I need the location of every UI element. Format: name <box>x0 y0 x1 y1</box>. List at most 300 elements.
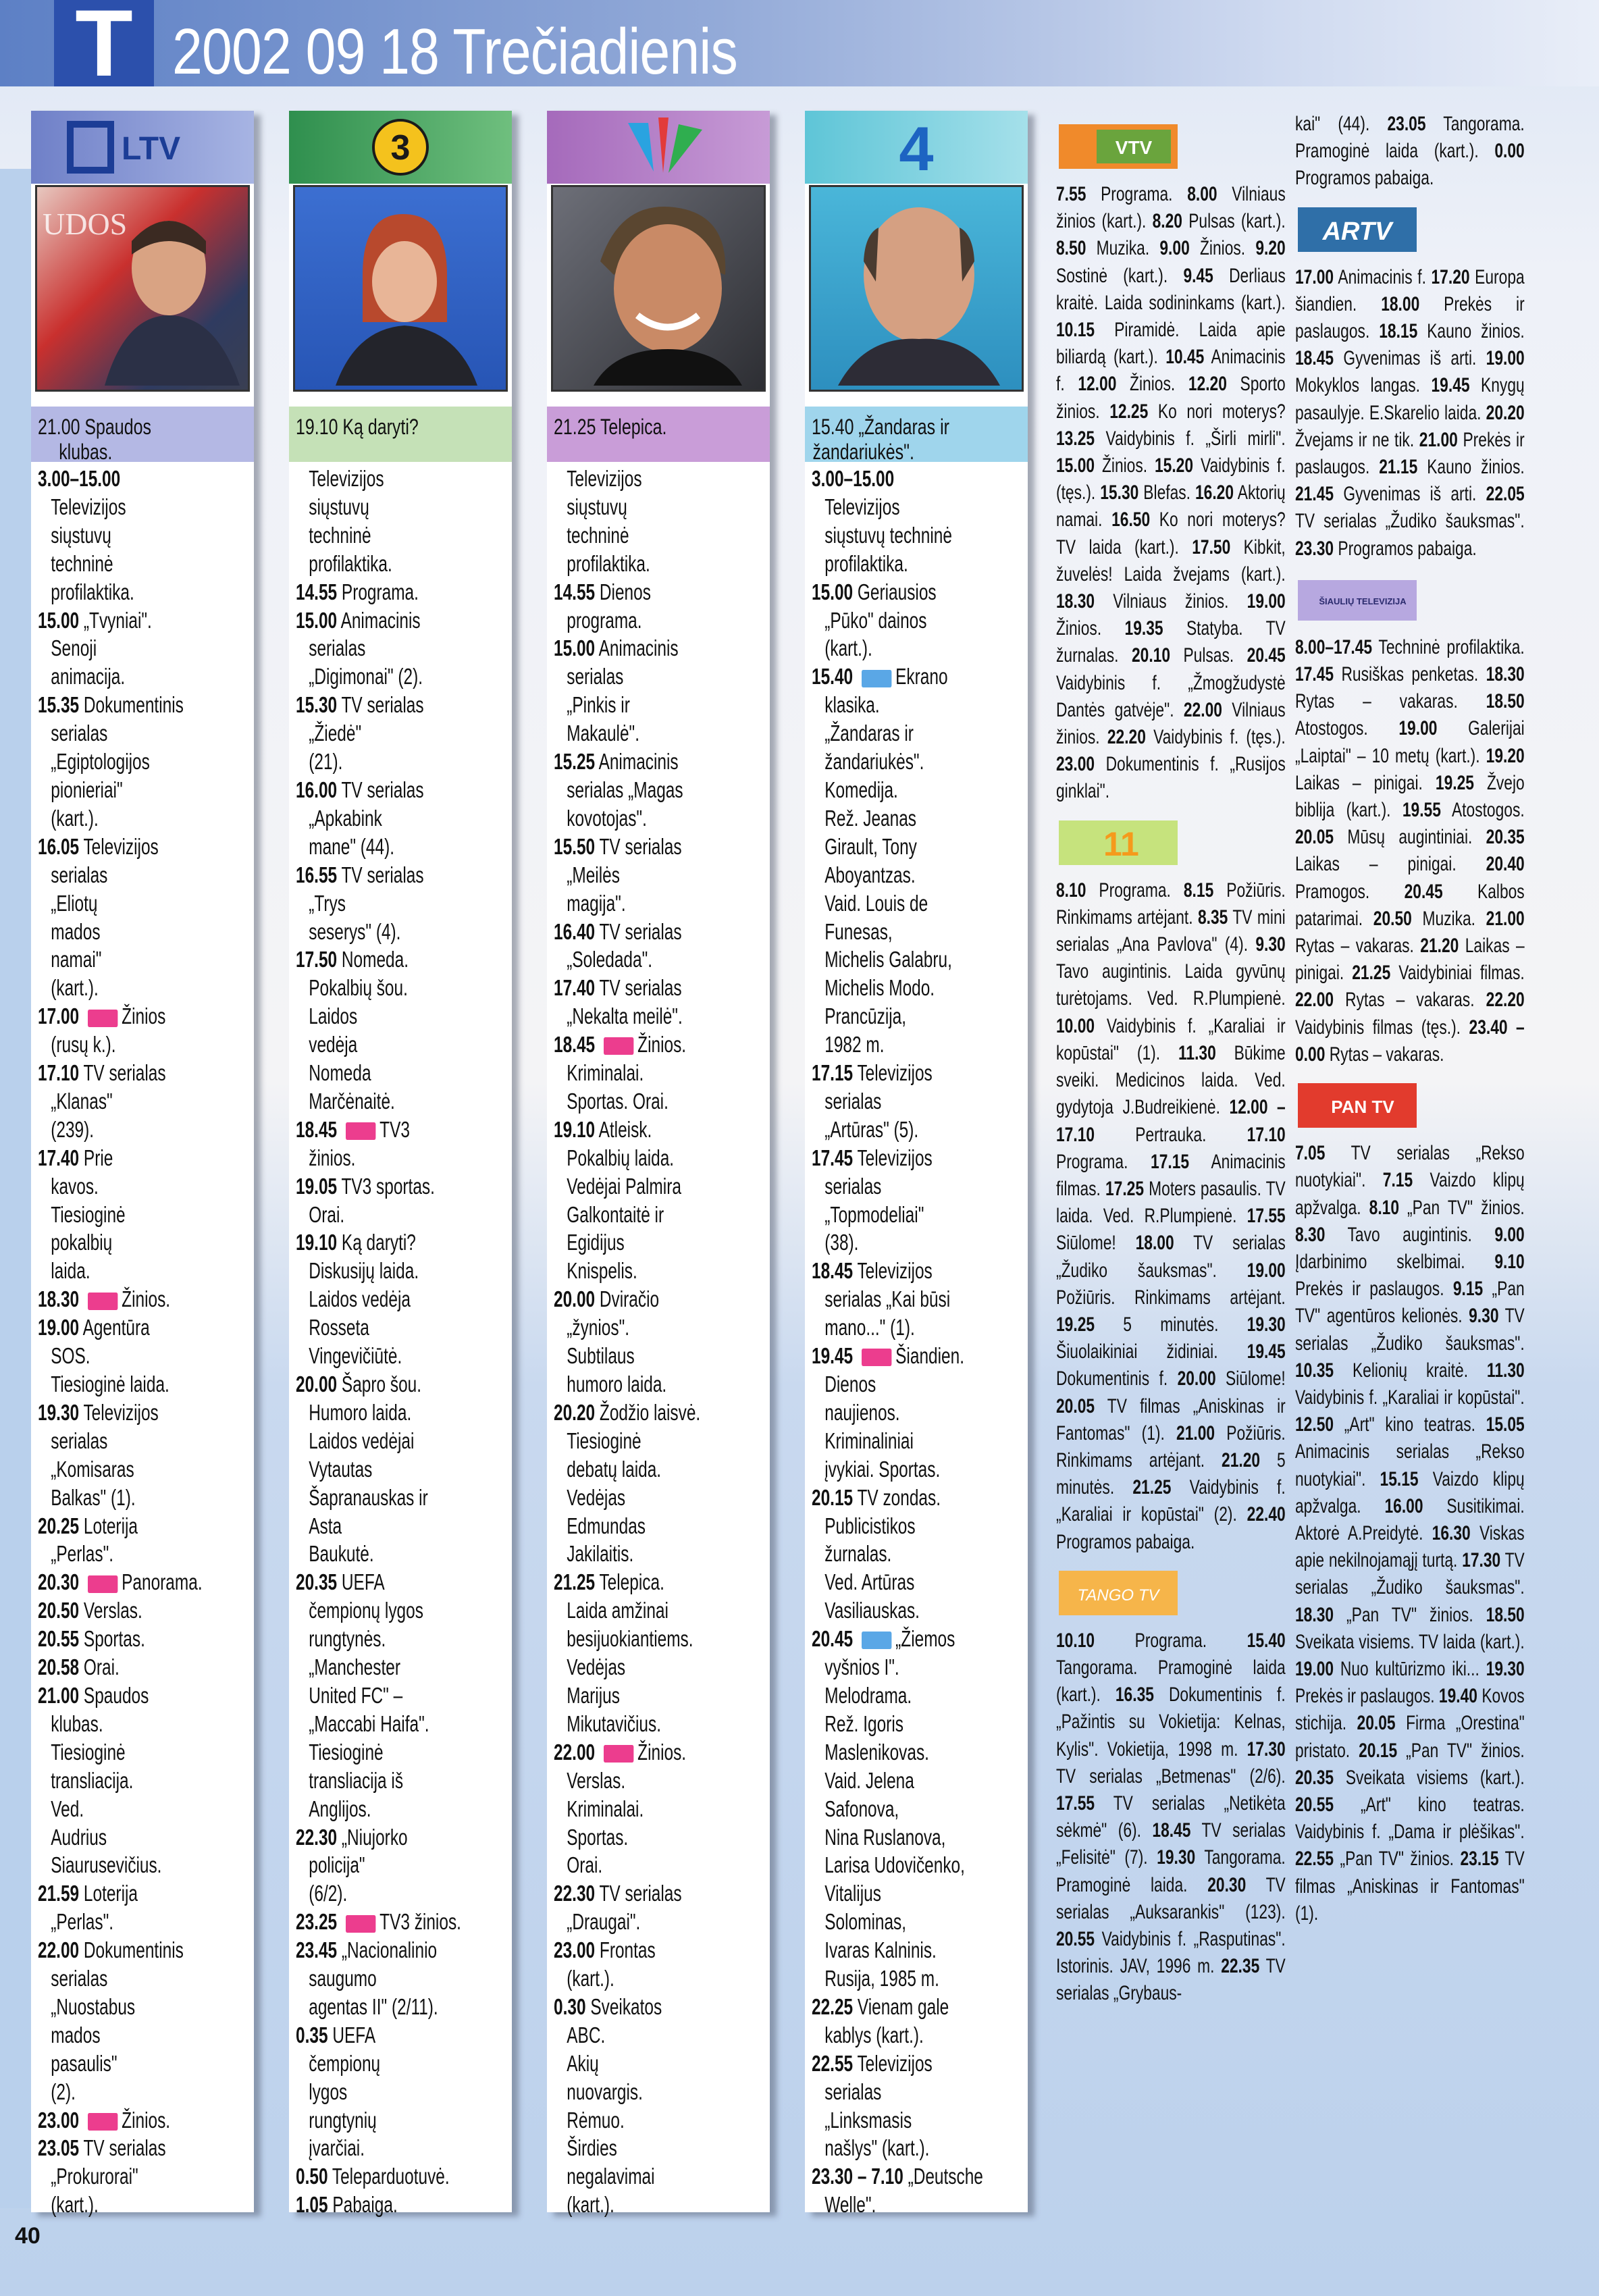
tv4-photo-icon <box>811 187 1024 386</box>
ltv-photo-icon <box>37 187 250 386</box>
program-time: 19.30 <box>1157 1846 1196 1869</box>
program-detail-line: techninė <box>309 522 371 548</box>
program-time: 20.35 <box>296 1569 338 1595</box>
lnk-listing <box>554 465 770 2219</box>
program-title: TV serialas „Felisitė" (7). <box>1056 1819 1286 1869</box>
program-title: „Pan TV" žinios. <box>1407 1196 1525 1219</box>
program-time: 18.30 <box>1295 1603 1334 1626</box>
section-letter: T <box>54 0 154 86</box>
program-title: Požiūris. Rinkimams artėjant. <box>1056 1286 1286 1309</box>
program-title: Verslas. <box>83 1598 142 1623</box>
program-time: 0.00 <box>1494 140 1525 163</box>
program-detail-line: Rež. Igoris <box>824 1711 903 1736</box>
program-entry <box>38 1936 254 2106</box>
program-title: Programa. <box>1101 183 1173 205</box>
siauliu-logo <box>1295 573 1423 627</box>
program-title: TV serialas <box>83 1060 166 1086</box>
program-time: 22.00 <box>1183 698 1222 721</box>
program-entry <box>554 1116 770 1285</box>
program-title: Vaidybinis f. „Karaliai ir kopūstai" (2). <box>1056 1476 1286 1526</box>
program-entry <box>296 1936 512 2021</box>
program-time: 17.10 <box>38 1060 80 1086</box>
zinios-badge-icon <box>604 1037 633 1055</box>
program-entry <box>812 2162 1028 2219</box>
program-title: Žinios. <box>122 1286 171 1312</box>
program-time: 17.20 <box>1431 265 1470 288</box>
program-detail-line: agentas II" (2/11). <box>309 1993 438 2019</box>
program-title: Viskas apie nekilnojamąjį turtą. <box>1295 1521 1525 1572</box>
program-title: Pulsas (kart.). <box>1188 210 1286 233</box>
program-detail-line: Akių <box>567 2050 599 2076</box>
program-entry <box>554 918 770 974</box>
program-entry <box>554 974 770 1030</box>
program-detail-line: Mikutavičius. <box>567 1711 662 1736</box>
program-time: 23.00 <box>554 1937 596 1963</box>
program-detail-line: „Egiptologijos <box>51 749 150 775</box>
program-entry <box>812 1993 1028 2050</box>
program-time: 20.20 <box>1486 401 1525 424</box>
program-detail-line: profilaktika. <box>51 579 134 604</box>
program-detail-line: žandariukės". <box>824 749 924 775</box>
program-title: Panorama. <box>122 1569 203 1595</box>
program-title: Rytas – vakaras. <box>1295 690 1458 713</box>
ltv-teaser <box>31 407 254 462</box>
svg-text:ŠIAULIŲ TELEVIZIJA: ŠIAULIŲ TELEVIZIJA <box>1319 596 1407 606</box>
program-time: 15.20 <box>1154 454 1194 477</box>
lnk-logo-icon <box>547 111 770 184</box>
program-time: 17.45 <box>812 1145 854 1170</box>
program-entry <box>38 1313 254 1399</box>
program-time: 8.30 <box>1295 1223 1326 1246</box>
program-time: 16.40 <box>554 918 596 944</box>
program-time: 9.15 <box>1452 1278 1484 1301</box>
program-time: 18.45 <box>1295 347 1334 370</box>
program-detail-line: Senoji <box>51 635 97 661</box>
program-detail-line: „Apkabink <box>309 805 382 831</box>
program-time: 22.00 <box>1295 989 1334 1012</box>
program-time: 9.10 <box>1494 1250 1525 1273</box>
program-title: Prie <box>83 1145 113 1170</box>
program-title: Orai. <box>83 1654 120 1680</box>
program-detail-line: mane" (44). <box>309 833 394 859</box>
program-time: 21.20 <box>1420 935 1459 958</box>
program-detail-line: Funesas, <box>824 918 893 944</box>
program-entry <box>812 1257 1028 1342</box>
program-entry <box>296 945 512 1115</box>
program-title: 5 minutės. <box>1123 1313 1219 1336</box>
program-title: Sostinė (kart.). <box>1056 264 1168 287</box>
program-title: Siūlome! <box>1226 1367 1286 1390</box>
program-title: Prekės ir paslaugos. <box>1295 1278 1444 1301</box>
program-detail-line: „Artūras" (5). <box>824 1116 919 1142</box>
program-time: 8.10 <box>1369 1196 1400 1219</box>
svg-text:ARTV: ARTV <box>1322 217 1392 246</box>
program-title: Dienos <box>599 579 651 604</box>
program-entry <box>812 1059 1028 1144</box>
program-title: Prekės ir paslaugos. <box>1295 428 1525 479</box>
program-title: Dokumentinis <box>83 1937 184 1963</box>
program-title: TV serialas <box>341 692 424 718</box>
program-title: Tavo augintinis. <box>1347 1223 1472 1246</box>
program-title: Rusiškas penketas. <box>1341 663 1479 686</box>
program-detail-line: Edmundas <box>567 1513 646 1538</box>
program-detail-line: siųstuvų techninė <box>824 522 952 548</box>
program-title: Pertrauka. <box>1135 1123 1207 1146</box>
program-title: Geriausios <box>857 579 937 604</box>
program-time: 23.00 <box>38 2107 80 2133</box>
program-time: 19.20 <box>1486 744 1525 767</box>
program-time: 21.25 <box>1132 1476 1172 1499</box>
program-time: 18.45 <box>554 1032 596 1058</box>
program-time: 20.30 <box>1207 1873 1247 1896</box>
program-time: 10.45 <box>1165 346 1205 369</box>
program-time: 18.00 <box>1135 1232 1174 1255</box>
program-time: 19.00 <box>1398 717 1438 740</box>
program-detail-line: Safonova, <box>824 1796 899 1821</box>
program-detail-line: rungtynių <box>309 2107 377 2133</box>
program-title: Europa šiandien. <box>1295 265 1525 315</box>
program-detail-line: Knispelis. <box>567 1258 637 1284</box>
regional-channels <box>1045 111 1525 2296</box>
program-detail-line: „Trys <box>309 890 346 916</box>
program-time: 17.25 <box>1105 1177 1145 1200</box>
program-title: Programos pabaiga. <box>1056 1530 1195 1553</box>
program-title: Dokumentinis <box>83 692 184 718</box>
regional-column-left <box>1056 111 1286 2008</box>
program-title: Žinios. <box>1199 237 1246 260</box>
program-title: Rytas – vakaras. <box>1295 935 1414 958</box>
program-title: Laikas – pinigai. <box>1295 771 1423 794</box>
tv3-host-photo <box>293 185 508 392</box>
program-title: Žinios. <box>1101 454 1148 477</box>
program-title: Mokyklos langas. <box>1295 374 1421 397</box>
program-title: „Pan TV" žinios. <box>1340 1848 1454 1871</box>
program-title: Vaidybinis f. „Rasputinas". Istorinis. JAV, 1996 m. <box>1056 1927 1286 1978</box>
program-detail-line: Sportas. <box>567 1824 629 1850</box>
program-detail-line: „Prokurorai" <box>51 2164 138 2189</box>
svg-text:UDOS: UDOS <box>43 207 128 241</box>
program-title: Dokumentinis f. „Pažintis su Vokietija: Kelnas, Kylis". Vokietija, 1998 m. <box>1056 1684 1286 1760</box>
program-detail-line: Šapranauskas ir <box>309 1484 428 1510</box>
program-time: 18.30 <box>1056 590 1095 613</box>
program-title: Agentūra <box>82 1315 150 1340</box>
program-detail-line: programa. <box>567 607 642 633</box>
program-time: 21.00 <box>1419 428 1458 451</box>
program-time: 10.35 <box>1295 1359 1334 1382</box>
program-title: Vaizdo klipų apžvalga. <box>1295 1169 1525 1219</box>
program-detail-line: Orai. <box>567 1852 603 1878</box>
program-time: 8.20 <box>1152 210 1182 233</box>
program-detail-line: Širdies <box>567 2135 617 2161</box>
program-time: 19.00 <box>1247 1259 1286 1282</box>
program-title: Žodžio laisvė. <box>599 1399 701 1425</box>
program-time: 23.00 <box>1056 753 1095 776</box>
program-title: Pabaiga. <box>332 2192 398 2218</box>
program-title: Vaidybinis f. „Žmogžudystė Dantės gatvėje". <box>1056 671 1286 721</box>
program-title: Vaidybinis f. „Širli mirli". <box>1105 427 1286 450</box>
program-entry <box>296 1172 512 1229</box>
program-title: Vilniaus žinios. <box>1056 698 1286 749</box>
program-detail-line: (kart.). <box>51 975 99 1001</box>
program-detail-line: serialas <box>824 1173 882 1199</box>
program-time: 17.55 <box>1247 1205 1286 1228</box>
program-title: Spaudos <box>83 1682 149 1708</box>
program-title: TV3 sportas. <box>341 1173 435 1199</box>
program-time: 11.30 <box>1486 1359 1525 1382</box>
channel-column-ltv <box>31 111 254 2218</box>
program-title: Žvejams ir ne tik. <box>1295 428 1415 451</box>
program-detail-line: čempionų <box>309 2050 381 2076</box>
program-time: 19.00 <box>1486 347 1525 370</box>
program-title: Kovos stichija. <box>1295 1685 1525 1735</box>
program-detail-line: Michelis Galabru, <box>824 947 952 972</box>
program-detail-line: lygos <box>309 2079 348 2104</box>
tv11-schedule <box>1056 877 1286 1556</box>
program-detail-line: Televizijos <box>567 466 642 491</box>
program-entry <box>554 1879 770 1936</box>
program-entry <box>554 833 770 918</box>
program-title: Animacinis <box>340 607 421 633</box>
program-title: Vilniaus žinios. <box>1113 590 1229 613</box>
program-title: Rytas – vakaras. <box>1329 1043 1444 1066</box>
program-entry <box>296 691 512 776</box>
tv3-listing <box>296 465 512 2219</box>
program-title: „Pan TV" agentūros kelionės. <box>1295 1278 1525 1328</box>
program-title: Derliaus kraitė. Laida sodininkams (kart.). <box>1056 264 1286 314</box>
program-time: 19.30 <box>1247 1313 1286 1336</box>
tv4-host-photo <box>809 185 1024 392</box>
program-time: 21.45 <box>1295 483 1334 506</box>
tv4-teaser-line-1: 15.40 „Žandaras ir <box>812 415 949 439</box>
program-detail-line: „Topmodeliai" <box>824 1201 924 1227</box>
program-time: 0.50 <box>296 2164 328 2189</box>
program-title: „Tvyniai". <box>83 607 152 633</box>
program-title: „Pan TV" žinios. <box>1406 1739 1525 1762</box>
ltv-listing <box>38 465 254 2219</box>
program-time: 22.00 <box>38 1937 80 1963</box>
program-time: 19.25 <box>1435 771 1474 794</box>
program-time: 19.55 <box>1402 799 1441 822</box>
program-title: Siūlome! <box>1056 1232 1116 1255</box>
program-detail-line: Verslas. <box>567 1767 626 1793</box>
program-detail-line: „Perlas". <box>51 1541 114 1567</box>
program-title: Kibkit, žuvelės! Laida žvejams (kart.). <box>1056 536 1286 585</box>
program-detail-line: Balkas" (1). <box>51 1484 136 1510</box>
program-time: 23.45 <box>296 1937 338 1963</box>
vtv-logo <box>1056 120 1184 174</box>
program-title: TV serialas <box>599 918 682 944</box>
program-time: 22.55 <box>812 2050 854 2076</box>
pantv-schedule <box>1295 1140 1525 1927</box>
program-time: 18.45 <box>812 1258 854 1284</box>
program-time: 20.45 <box>812 1626 854 1652</box>
program-title: TV serialas „Auksarankis" (123). <box>1056 1873 1286 1923</box>
program-detail-line: Welle". <box>824 2192 876 2218</box>
program-detail-line: serialas „Kai būsi <box>824 1286 951 1312</box>
program-entry <box>812 465 1028 578</box>
program-title: „Art" kino teatras. <box>1344 1413 1475 1436</box>
program-entry <box>554 578 770 635</box>
program-title: TV serialas „Žudiko šauksmas". <box>1295 1549 1525 1599</box>
program-detail-line: debatų laida. <box>567 1456 662 1482</box>
program-time: 15.05 <box>1486 1413 1525 1436</box>
program-detail-line: Baukutė. <box>309 1541 374 1567</box>
program-detail-line: pokalbių <box>51 1230 113 1255</box>
program-title: Sporto žinios. <box>1056 373 1286 423</box>
program-detail-line: Michelis Modo. <box>824 975 935 1001</box>
program-time: 16.00 <box>296 777 338 802</box>
program-title: TV3 žinios. <box>379 1909 461 1935</box>
program-title: Nomeda. <box>341 947 409 972</box>
program-title: „Nacionalinio <box>341 1937 438 1963</box>
program-detail-line: namai" <box>51 947 102 972</box>
program-detail-line: (kart.). <box>51 805 99 831</box>
program-detail-line: žinios. <box>309 1145 356 1170</box>
program-detail-line: serialas „Magas <box>567 777 683 802</box>
tango-schedule-continued <box>1295 111 1525 192</box>
program-time: 20.00 <box>554 1286 596 1312</box>
program-detail-line: Ved. Artūras <box>824 1569 915 1595</box>
program-detail-line: Kriminaliniai <box>824 1428 914 1453</box>
program-title: Vaidybinis f. (tęs.). <box>1153 726 1286 749</box>
program-title: Kelionių kraitė. <box>1352 1359 1469 1382</box>
program-time: 12.25 <box>1109 400 1149 423</box>
program-detail-line: Sportas. Orai. <box>567 1088 669 1114</box>
program-title: Nuo kultūrizmo iki... <box>1340 1657 1479 1680</box>
program-time: 19.10 <box>554 1116 596 1142</box>
program-detail-line: (38). <box>824 1230 859 1255</box>
program-time: 10.10 <box>1056 1629 1095 1652</box>
program-detail-line: pionieriai" <box>51 777 123 802</box>
program-title: UEFA <box>341 1569 385 1595</box>
program-title: Laikas – pinigai. <box>1295 853 1457 876</box>
program-detail-line: Televizijos <box>824 494 900 519</box>
tango-logo-icon <box>1056 1567 1184 1621</box>
program-title: Blefas. <box>1143 481 1191 504</box>
program-detail-line: Vaid. Jelena <box>824 1767 914 1793</box>
program-title: Programa. <box>1056 1150 1128 1173</box>
svg-text:11: 11 <box>1103 825 1139 863</box>
program-detail-line: „Komisaras <box>51 1456 134 1482</box>
program-title: Tavo augintinis. Laida gyvūnų turėtojams. Ved. R.Plumpienė. <box>1056 960 1286 1010</box>
program-time: 16.30 <box>1432 1521 1471 1544</box>
program-time: 19.45 <box>812 1343 854 1369</box>
program-title: Sveikata visiems. TV laida (kart.). <box>1295 1630 1525 1653</box>
program-detail-line: laida. <box>51 1258 90 1284</box>
program-time: 19.05 <box>296 1173 338 1199</box>
program-title: TV serialas „Netikėta sėkmė" (6). <box>1056 1792 1286 1842</box>
program-detail-line: Galkontaitė ir <box>567 1201 664 1227</box>
program-detail-line: profilaktika. <box>824 550 908 576</box>
program-title: Prekės ir paslaugos. <box>1295 1685 1435 1708</box>
program-title: TV serialas „Betmenas" (2/6). <box>1056 1765 1286 1788</box>
program-time: 19.35 <box>1124 617 1163 640</box>
tv4-logo-text: 4 <box>899 115 934 184</box>
program-time: 20.15 <box>1359 1739 1398 1762</box>
program-time: 22.05 <box>1486 483 1525 506</box>
program-time: 20.45 <box>1247 644 1286 667</box>
program-title: Tangorama. Pramoginė laida. <box>1056 1846 1286 1896</box>
program-detail-line: profilaktika. <box>309 550 392 576</box>
program-title: Muzika. <box>1096 237 1150 260</box>
program-detail-line: negalavimai <box>567 2164 655 2189</box>
program-title: Žinios. <box>1130 373 1176 396</box>
program-entry <box>554 1568 770 1738</box>
program-detail-line: Prancūzija, <box>824 1003 907 1029</box>
program-time: 21.00 <box>1176 1421 1215 1444</box>
program-time: 10.15 <box>1056 319 1095 342</box>
program-time: 9.30 <box>1469 1305 1499 1328</box>
program-detail-line: Marijus <box>567 1682 620 1708</box>
program-detail-line: Laidos vedėja <box>309 1286 411 1312</box>
program-time: 16.20 <box>1195 481 1234 504</box>
program-time: 16.50 <box>1111 508 1151 531</box>
program-time: 15.15 <box>1380 1467 1419 1490</box>
program-time: 3.00–15.00 <box>38 466 121 491</box>
program-title: TV serialas „Žudiko šauksmas". <box>1295 510 1525 533</box>
program-detail-line: serialas <box>51 1428 108 1453</box>
program-detail-line: (kart.). <box>51 2192 99 2218</box>
program-title: TV mini serialas „Ana Pavlova" (4). <box>1056 906 1286 956</box>
program-time: 22.30 <box>296 1824 338 1850</box>
program-title: TV serialas <box>341 777 424 802</box>
program-entry <box>38 1653 254 1681</box>
program-detail-line: „Pūko" dainos <box>824 607 927 633</box>
zinios-badge-icon <box>88 1293 117 1310</box>
program-time: 10.00 <box>1056 1014 1095 1037</box>
ltv-logo-icon <box>31 111 254 184</box>
program-time: 15.30 <box>296 692 338 718</box>
program-time: 20.25 <box>38 1513 80 1538</box>
program-time: 15.30 <box>1100 481 1139 504</box>
program-detail-line: magija". <box>567 890 626 916</box>
program-title: Televizijos <box>83 833 159 859</box>
program-detail-line: „Pinkis ir <box>567 692 630 718</box>
tv4-logo <box>805 111 1028 184</box>
program-time: 18.30 <box>38 1286 80 1312</box>
program-time: 17.30 <box>1462 1549 1501 1572</box>
program-time: 20.35 <box>1295 1766 1334 1789</box>
program-entry <box>554 1285 770 1399</box>
zinios-badge-icon <box>604 1745 633 1763</box>
program-time: 9.45 <box>1183 264 1213 287</box>
program-time: 19.40 <box>1438 1685 1477 1708</box>
svg-text:TANGO TV: TANGO TV <box>1077 1586 1159 1604</box>
program-title: TV filmas „Aniskinas ir Fantomas" (1). <box>1056 1394 1286 1444</box>
program-detail-line: „Soledada". <box>567 947 653 972</box>
program-title: Galerijai „Laiptai" – 10 metų (kart.). <box>1295 717 1525 767</box>
program-detail-line: techninė <box>51 550 113 576</box>
program-title: Animacinis filmas. <box>1056 1150 1286 1200</box>
program-title: Televizijos <box>857 1145 933 1170</box>
program-entry <box>554 1738 770 1880</box>
program-time: 17.00 <box>38 1003 80 1029</box>
program-detail-line: animacija. <box>51 664 126 689</box>
program-time: 7.15 <box>1382 1169 1413 1192</box>
program-title: Sveikata visiems (kart.). <box>1345 1766 1525 1789</box>
program-title: Programos pabaiga. <box>1295 167 1434 190</box>
tv3-teaser <box>289 407 512 462</box>
program-time: 3.00–15.00 <box>812 466 895 491</box>
tv11-logo-icon <box>1056 816 1184 870</box>
program-title: Pulsas. <box>1183 644 1234 667</box>
program-time: 15.00 <box>38 607 80 633</box>
program-detail-line: serialas <box>824 2079 882 2104</box>
program-detail-line: „Maccabi Haifa". <box>309 1711 429 1736</box>
program-detail-line: 1982 m. <box>824 1032 885 1058</box>
program-detail-line: našlys" (kart.). <box>824 2135 930 2161</box>
program-time: 11.30 <box>1178 1041 1216 1064</box>
